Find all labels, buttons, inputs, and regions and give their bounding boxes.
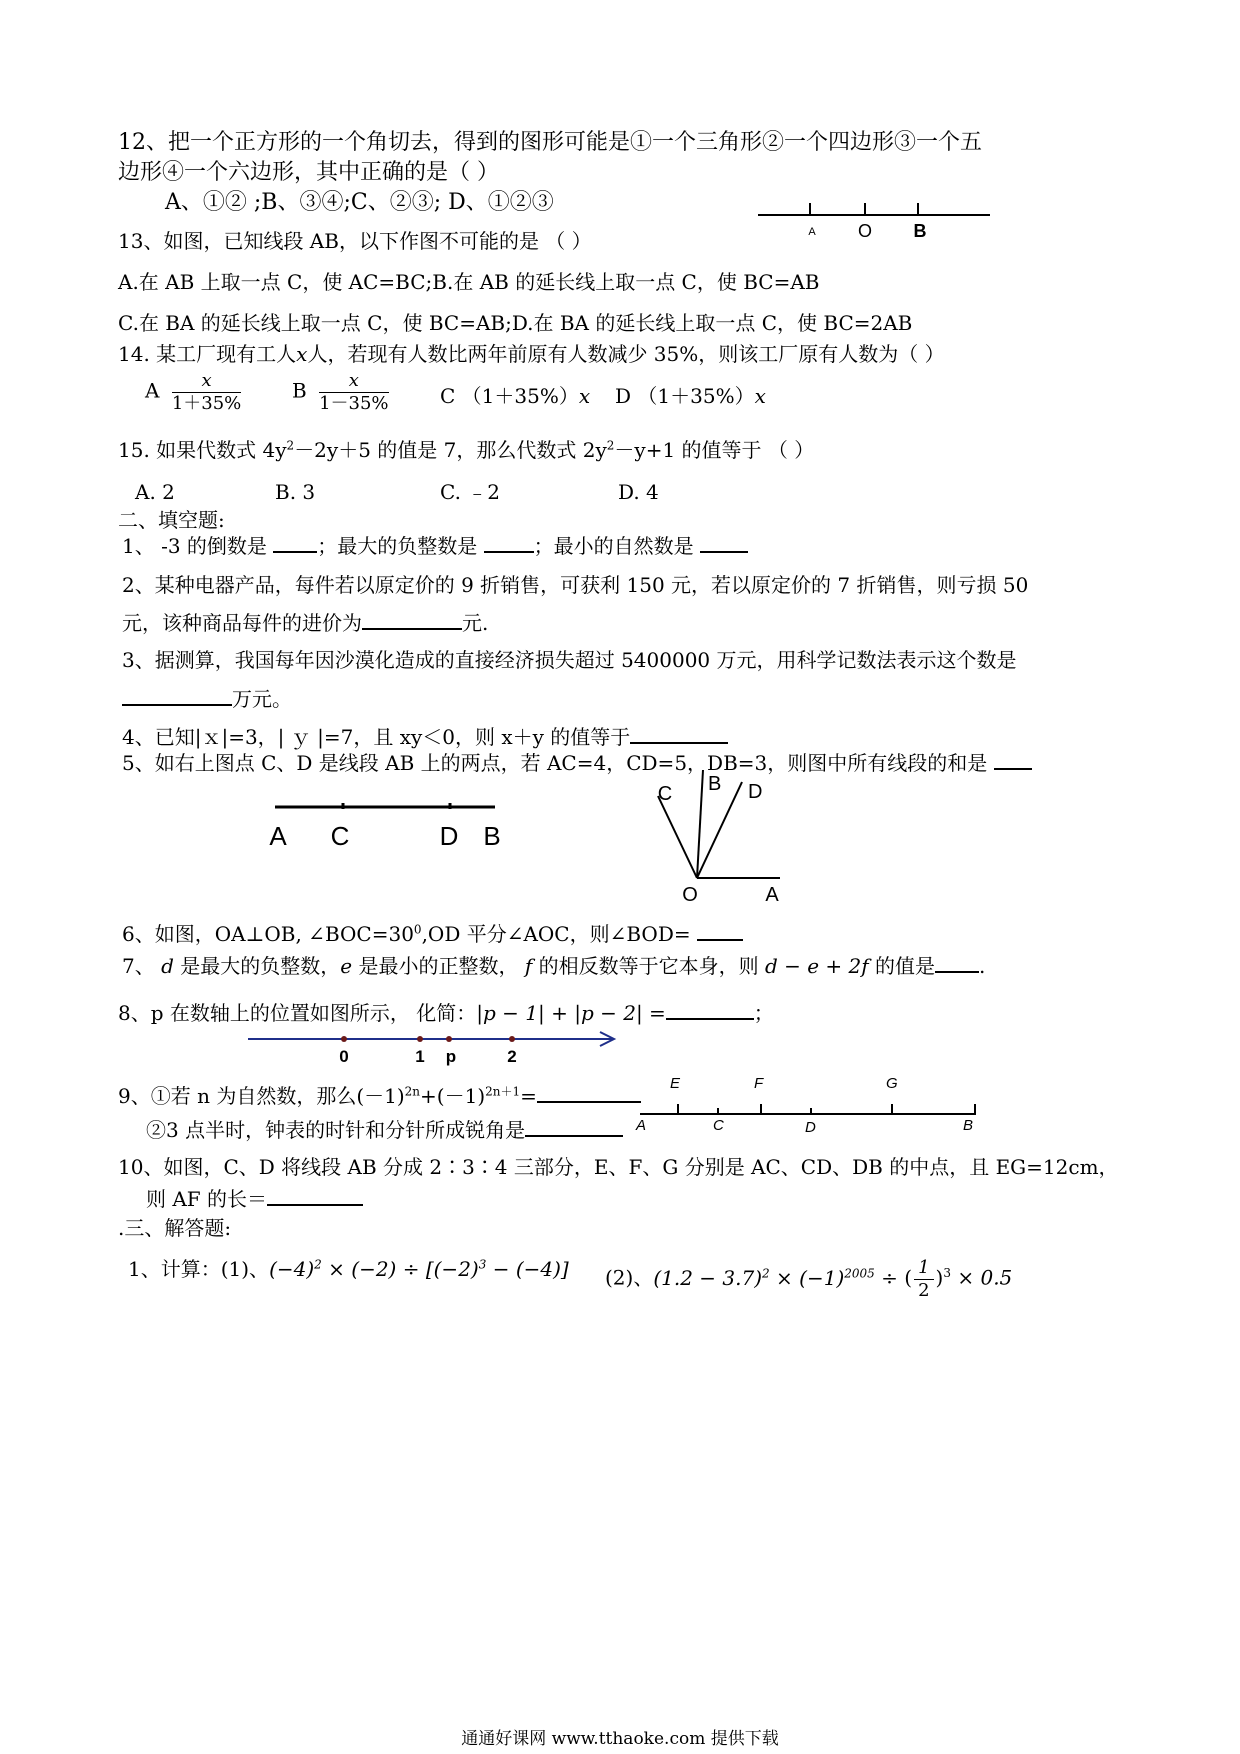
fill8-blank[interactable] (666, 1000, 754, 1020)
q14-b-fraction (319, 370, 388, 414)
q14-stem (118, 342, 945, 366)
q15-stem: 15. 如果代数式 $4y^2-2y+5$ 的值是 7，那么代数式 $2y^2-y+1$ 的值等于 （ ） (118, 438, 815, 462)
tick-2-label: 2 (507, 1047, 517, 1066)
point-c-label: C (713, 1117, 724, 1134)
solve1-expr1: $(-4)^2 \times (-2) \div [(-2)^3 - (-4)]$ (269, 1257, 569, 1281)
fill7-blank[interactable] (935, 953, 979, 973)
solve1-part2: (2)、$(1.2 - 3.7)^2 \times (-1)^{2005}$ ÷ ( $\frac{1}{2}$ )$^3$ × 0.5 (605, 1257, 1013, 1301)
q14-option-a (145, 370, 247, 414)
tick-0-label: 0 (339, 1047, 349, 1066)
segment-figure-acdb (260, 795, 510, 855)
point-e-label: E (670, 1075, 681, 1092)
fill6: 6、如图，OA⊥OB, $\angle BOC=30^0,OD$ 平分∠AOC，则∠BOD= (122, 921, 743, 946)
fill8-expr: |p − 1| + |p − 2| = (476, 1001, 666, 1025)
tick-p-label: p (445, 1047, 457, 1066)
fill3-line2: 万元。 (122, 686, 292, 711)
fill7: 7、 d 是最大的负整数，e 是最小的正整数， f 的相反数等于它本身，则 d − e + 2f 的值是 . (122, 954, 986, 978)
fill1: 1、 -3 的倒数是 ；最大的负整数是 ；最小的自然数是 (122, 533, 748, 558)
page-footer: 通通好课网 www.tthaoke.com 提供下载 (461, 1729, 779, 1749)
label-b: B (483, 821, 501, 851)
point-o-label: O (857, 221, 873, 241)
point-a-label: A (808, 226, 816, 238)
tick-1-label: 1 (415, 1047, 425, 1066)
number-line (240, 1026, 630, 1066)
point-g-label: G (886, 1075, 898, 1092)
label-c: C (330, 821, 350, 851)
fill6-blank[interactable] (697, 921, 743, 941)
q14-b-num: x (319, 370, 388, 393)
q15-option-a: A. 2 (135, 480, 175, 504)
q13-option-ab: A.在 AB 上取一点 C，使 AC=BC;B.在 AB 的延长线上取一点 C，使 BC=AB (118, 270, 820, 294)
fill9-line2: ②3 点半时，钟表的时针和分针所成锐角是 (146, 1117, 623, 1142)
q14-c-var: x (578, 384, 591, 408)
solve1-expr2: $(1.2 - 3.7)^2 \times (-1)^{2005}$ ÷ (653, 1265, 905, 1290)
ray-d-label: D (748, 781, 763, 803)
fill10-line2: 则 AF 的长＝ (146, 1186, 363, 1211)
ray-c-label: C (657, 783, 673, 805)
q13-option-cd: C.在 BA 的延长线上取一点 C，使 BC=AB;D.在 BA 的延长线上取一点 C，使 BC=2AB (118, 311, 913, 335)
fill10-line1: 10、如图，C、D 将线段 AB 分成 2∶3∶4 三部分，E、F、G 分别是 AC、CD、DB 的中点，且 EG=12cm， (118, 1155, 1119, 1179)
segment-figure-aob (750, 195, 1000, 245)
q12-line1: 12、把一个正方形的一个角切去，得到的图形可能是①一个三角形②一个四边形③一个五 (118, 130, 982, 155)
q14-b-den: 1－35% (319, 392, 389, 414)
label-a: A (269, 821, 287, 851)
q12-options: A、①② ;B、③④;C、②③; D、①②③ (165, 190, 554, 215)
angle-figure (640, 768, 800, 908)
q12-line2: 边形④一个六边形，其中正确的是（ ） (118, 160, 499, 185)
fill9-blank1[interactable] (537, 1083, 641, 1103)
fill4: 4、已知|ｘ|=3，| ｙ |=7，且 xy＜0，则 x＋y 的值等于 (122, 724, 728, 749)
q15-option-c: C. ﹣2 (440, 480, 501, 504)
q14-a-num: x (172, 370, 241, 393)
q14-a-fraction (172, 370, 241, 414)
section-fill-in-title: 二、填空题: (118, 508, 225, 532)
point-d-label: D (805, 1119, 816, 1136)
fill10-blank[interactable] (267, 1186, 363, 1206)
point-b-label: B (913, 221, 927, 241)
q14-a-label: A (145, 378, 160, 403)
fill1-blank1[interactable] (273, 533, 317, 553)
q14-option-b (292, 370, 395, 414)
ray-b-label: B (708, 773, 722, 795)
fill1-blank2[interactable] (484, 533, 534, 553)
q14-stem-b: 人，若现有人数比两年前原有人数减少 35%，则该工厂原有人数为（ ） (307, 342, 945, 366)
q15-option-d: D. 4 (618, 480, 659, 504)
q14-d-var: x (754, 384, 766, 408)
vertex-o-label: O (682, 884, 698, 906)
label-d: D (439, 821, 459, 851)
fill7-expr: d − e + 2f (764, 954, 869, 978)
fill2-line2: 元，该种商品每件的进价为 元. (122, 611, 489, 635)
q15-option-b: B. 3 (275, 480, 316, 504)
fill5: 5、如右上图点 C、D 是线段 AB 上的两点，若 AC=4，CD=5，DB=3，则图中所有线段的和是 (122, 750, 1032, 775)
fill9-line1: 9、①若 n 为自然数，那么$(-1)^{2n}+(-1)^{2n+1}=$ (118, 1083, 641, 1108)
fill2-line1: 2、某种电器产品，每件若以原定价的 9 折销售，可获利 150 元，若以原定价的 7 折销售，则亏损 50 (122, 573, 1029, 597)
solve1-part1: 1、计算：(1)、$(-4)^2 \times (-2) \div [(-2)^3 - (-4)]$ (128, 1257, 569, 1281)
fill2-blank[interactable] (362, 610, 462, 630)
solve1-fraction: $\frac{1}{2}$ (914, 1257, 933, 1301)
q13-stem: 13、如图，已知线段 AB，以下作图不可能的是 （ ） (118, 229, 592, 253)
fill4-blank[interactable] (630, 724, 728, 744)
fill5-blank[interactable] (994, 750, 1032, 770)
fill3-blank[interactable] (122, 686, 232, 706)
point-b-label: B (963, 1117, 974, 1134)
q14-stem-a: 14. 某工厂现有工人 (118, 342, 297, 366)
section-solve-title: .三、解答题: (118, 1216, 232, 1240)
point-f-label: F (754, 1075, 764, 1092)
fill1-blank3[interactable] (700, 533, 748, 553)
point-a-label: A (636, 1117, 647, 1134)
q14-option-c: C （1＋35%）x (440, 384, 591, 408)
segment-figure-acdb-midpoints (630, 1070, 990, 1140)
q14-option-d: D （1＋35%）x (615, 384, 766, 408)
q14-var-x: x (296, 342, 308, 366)
q14-a-den: 1＋35% (171, 392, 242, 414)
fill9-blank2[interactable] (525, 1117, 623, 1137)
ray-a-label: A (765, 884, 779, 906)
fill3-line1: 3、据测算，我国每年因沙漠化造成的直接经济损失超过 5400000 万元，用科学记数法表示这个数是 (122, 648, 1017, 672)
q14-b-label: B (292, 378, 307, 403)
fill8: 8、p 在数轴上的位置如图所示， 化简：|p − 1| + |p − 2| = ； (118, 1001, 774, 1025)
